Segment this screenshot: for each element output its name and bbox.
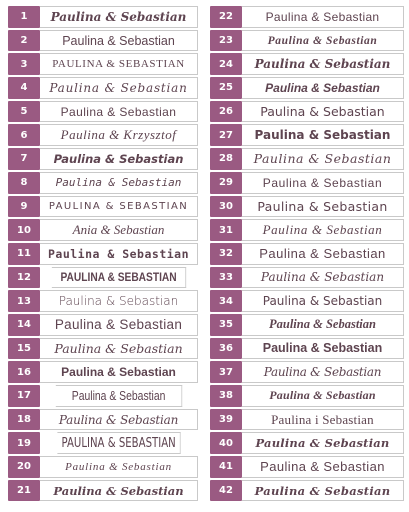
option-number-badge: 11 [8, 243, 40, 265]
font-option-row[interactable] [210, 479, 404, 503]
option-number-badge: 19 [8, 432, 40, 454]
font-sample-text: Paulina & Sebastian [242, 385, 404, 407]
font-option-row[interactable] [8, 195, 198, 219]
font-option-row[interactable] [210, 147, 404, 171]
font-sample-text: Paulina & Sebastian [56, 385, 182, 407]
font-option-row[interactable] [8, 76, 198, 100]
option-number-badge: 24 [210, 53, 242, 75]
font-option-row[interactable] [210, 5, 404, 29]
option-number-badge: 30 [210, 196, 242, 218]
font-option-row[interactable] [210, 337, 404, 361]
font-list-right [210, 5, 404, 502]
option-number-badge: 6 [8, 124, 40, 146]
font-sample-text: Paulina & Sebastian [40, 30, 198, 52]
option-number-badge: 4 [8, 77, 40, 99]
font-option-row[interactable] [8, 431, 198, 455]
option-number-badge: 42 [210, 480, 242, 502]
font-sample-text: Paulina & Sebastian [242, 172, 404, 194]
font-option-row[interactable] [210, 76, 404, 100]
font-sample-text: Paulina & Sebastian [40, 148, 198, 170]
font-sample-text: Paulina & Sebastian [242, 196, 404, 218]
font-sample-text: Paulina & Sebastian [242, 30, 404, 52]
option-number-badge: 10 [8, 219, 40, 241]
font-sample-text: Paulina & Sebastian [242, 6, 404, 28]
option-number-badge: 7 [8, 148, 40, 170]
font-sample-text: Paulina & Sebastian [242, 432, 404, 454]
font-option-row[interactable] [210, 431, 404, 455]
font-sample-text: Paulina & Sebastian [242, 243, 404, 265]
font-option-row[interactable] [8, 384, 198, 408]
option-number-badge: 31 [210, 219, 242, 241]
font-option-row[interactable] [8, 455, 198, 479]
font-option-row[interactable] [210, 171, 404, 195]
font-option-row[interactable] [8, 171, 198, 195]
font-sample-text: Paulina & Sebastian [242, 101, 404, 123]
font-sample-text: PAULINA & SEBASTIAN [57, 432, 180, 454]
font-option-row[interactable] [8, 100, 198, 124]
font-option-row[interactable] [210, 455, 404, 479]
font-option-row[interactable] [8, 313, 198, 337]
font-sample-text: Paulina & Sebastian [40, 6, 198, 28]
font-sample-text: Paulina i Sebastian [242, 409, 404, 431]
font-sample-text: PAULINA & SEBASTIAN [52, 267, 186, 289]
font-option-row[interactable] [8, 479, 198, 503]
option-number-badge: 40 [210, 432, 242, 454]
font-list-left [8, 5, 198, 502]
font-option-row[interactable] [210, 123, 404, 147]
font-option-row[interactable] [8, 408, 198, 432]
font-option-row[interactable] [210, 384, 404, 408]
option-number-badge: 25 [210, 77, 242, 99]
font-option-row[interactable] [210, 242, 404, 266]
option-number-badge: 33 [210, 267, 242, 289]
font-option-row[interactable] [210, 100, 404, 124]
font-sample-text: Ania & Sebastian [40, 219, 198, 241]
font-sample-text: Paulina & Sebastian [242, 338, 404, 360]
option-number-badge: 12 [8, 267, 40, 289]
option-number-badge: 37 [210, 361, 242, 383]
font-sample-text: Paulina & Sebastian [242, 314, 404, 336]
font-sample-text: Paulina & Sebastian [242, 77, 404, 99]
option-number-badge: 36 [210, 338, 242, 360]
option-number-badge: 26 [210, 101, 242, 123]
font-sample-text: Paulina & Sebastian [242, 290, 404, 312]
option-number-badge: 1 [8, 6, 40, 28]
option-number-badge: 21 [8, 480, 40, 502]
font-sample-text: Paulina & Sebastian [242, 53, 404, 75]
font-sample-text: Paulina & Sebastian [40, 243, 198, 265]
option-number-badge: 23 [210, 30, 242, 52]
option-number-badge: 34 [210, 290, 242, 312]
option-number-badge: 32 [210, 243, 242, 265]
font-sample-text: Paulina & Sebastian [40, 456, 198, 478]
font-option-row[interactable] [8, 289, 198, 313]
font-sample-text: Paulina & Sebastian [40, 480, 198, 502]
option-number-badge: 9 [8, 196, 40, 218]
option-number-badge: 38 [210, 385, 242, 407]
font-option-row[interactable] [8, 242, 198, 266]
font-option-row[interactable] [210, 289, 404, 313]
font-option-row[interactable] [210, 408, 404, 432]
option-number-badge: 14 [8, 314, 40, 336]
font-sample-text: Paulina & Krzysztof [40, 124, 198, 146]
option-number-badge: 29 [210, 172, 242, 194]
option-number-badge: 2 [8, 30, 40, 52]
option-number-badge: 13 [8, 290, 40, 312]
font-option-row[interactable] [210, 218, 404, 242]
font-sample-text: Paulina & Sebastian [40, 314, 198, 336]
font-sample-text: PAULINA & SEBASTIAN [40, 196, 198, 218]
option-number-badge: 22 [210, 6, 242, 28]
font-option-row[interactable] [210, 52, 404, 76]
option-number-badge: 15 [8, 338, 40, 360]
option-number-badge: 3 [8, 53, 40, 75]
option-number-badge: 16 [8, 361, 40, 383]
font-sample-text: Paulina & Sebastian [40, 338, 198, 360]
option-number-badge: 8 [8, 172, 40, 194]
font-option-row[interactable] [8, 360, 198, 384]
font-option-row[interactable] [8, 337, 198, 361]
font-option-row[interactable] [8, 266, 198, 290]
font-sample-text: Paulina & Sebastian [40, 361, 198, 383]
font-sample-text: PAULINA & SEBASTIAN [40, 53, 198, 75]
font-sample-text: Paulina & Sebastian [242, 361, 404, 383]
option-number-badge: 35 [210, 314, 242, 336]
option-number-badge: 28 [210, 148, 242, 170]
font-option-row[interactable] [8, 52, 198, 76]
font-sample-text: Paulina & Sebastian [40, 409, 198, 431]
font-option-row[interactable] [8, 147, 198, 171]
font-option-row[interactable] [210, 195, 404, 219]
option-number-badge: 27 [210, 124, 242, 146]
option-number-badge: 17 [8, 385, 40, 407]
option-number-badge: 18 [8, 409, 40, 431]
option-number-badge: 41 [210, 456, 242, 478]
font-sample-text: Paulina & Sebastian [40, 290, 198, 312]
option-number-badge: 5 [8, 101, 40, 123]
option-number-badge: 20 [8, 456, 40, 478]
font-option-row[interactable] [8, 218, 198, 242]
font-option-row[interactable] [210, 313, 404, 337]
font-sample-text: Paulina & Sebastian [242, 456, 404, 478]
font-sample-text: Paulina & Sebastian [40, 172, 198, 194]
font-option-row[interactable] [210, 266, 404, 290]
font-sample-text: Paulina & Sebastian [242, 124, 404, 146]
font-sample-text: Paulina & Sebastian [40, 77, 198, 99]
font-option-row[interactable] [8, 123, 198, 147]
option-number-badge: 39 [210, 409, 242, 431]
font-sample-text: Paulina & Sebastian [242, 219, 404, 241]
font-option-row[interactable] [8, 29, 198, 53]
font-sample-text: Paulina & Sebastian [242, 148, 404, 170]
font-sample-text: Paulina & Sebastian [242, 267, 404, 289]
font-option-row[interactable] [210, 29, 404, 53]
font-sample-text: Paulina & Sebastian [40, 101, 198, 123]
font-option-row[interactable] [210, 360, 404, 384]
font-sample-text: Paulina & Sebastian [242, 480, 404, 502]
font-option-row[interactable] [8, 5, 198, 29]
